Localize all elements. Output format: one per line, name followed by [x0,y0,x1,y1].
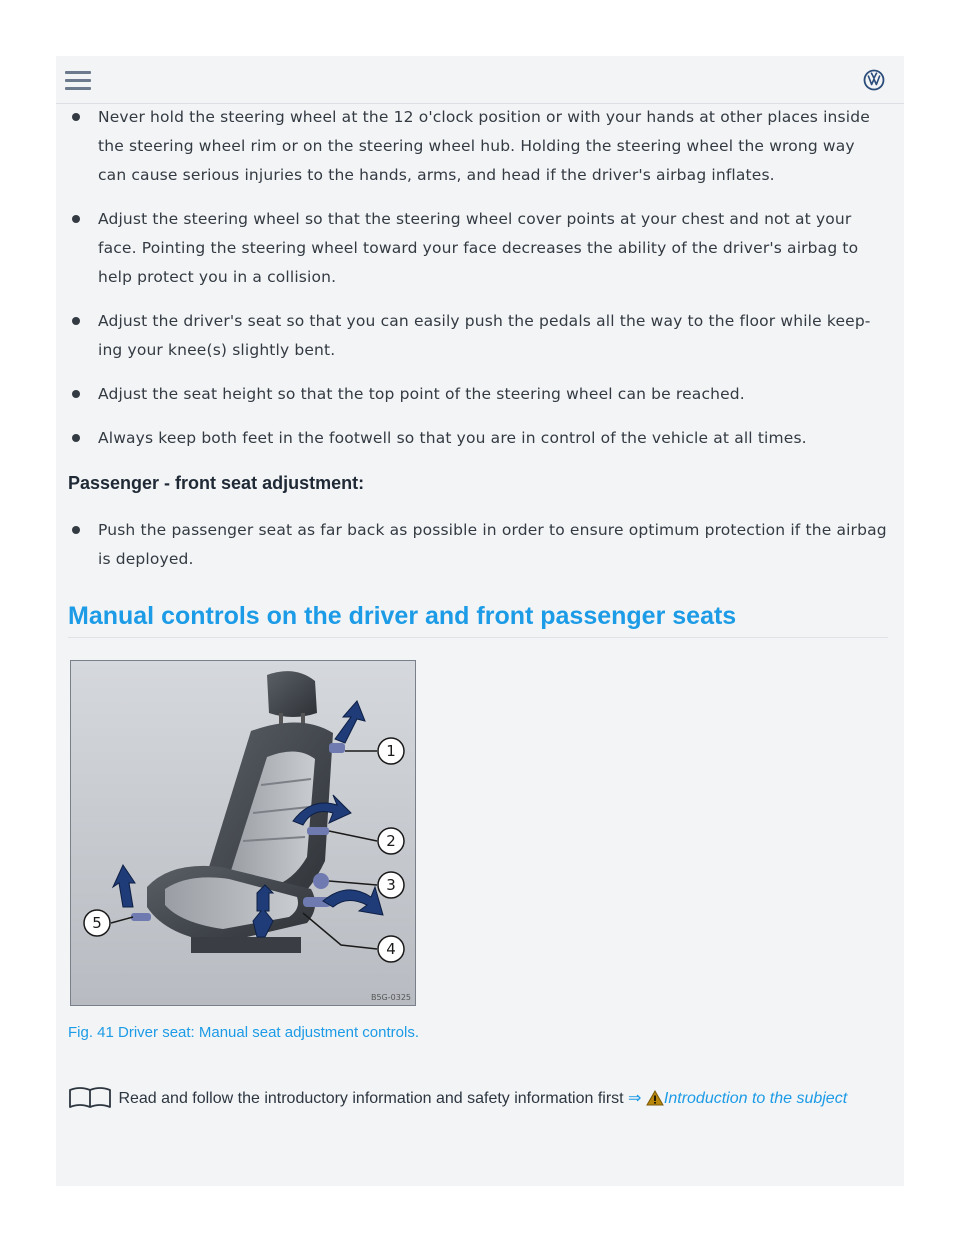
seat-figure [70,660,416,1006]
vw-logo-icon[interactable] [863,69,885,91]
passenger-heading: Passenger - front seat adjustment: [68,473,365,493]
list-item: Always keep both feet in the footwell so that you are in control of the vehicle at all times. [68,424,888,453]
intro-text: Read and follow the introductory information and safety information first [114,1090,624,1107]
seat-illustration [71,661,415,1005]
main-content [68,103,888,1113]
book-icon [68,1086,114,1108]
passenger-bullet-list [68,516,888,574]
hamburger-menu-icon[interactable] [65,71,91,91]
callout-4: 4 [386,940,396,958]
list-item: Adjust the seat height so that the top point of the steering wheel can be reached. [68,380,888,409]
list-item: Never hold the steering wheel at the 12 o'clock position or with your hands at other places inside the steering wheel rim or on the steering wheel hub. Holding the steering wheel the wrong way can cause serious injuries to the hands, arms, and head if the driver's airbag inflates. [68,103,888,190]
list-item: Adjust the driver's seat so that you can easily push the pedals all the way to the floor while keep-ing your knee(s) slightly bent. [68,307,888,365]
callout-5: 5 [92,914,102,932]
arrow-glyph: ⇒ [628,1090,642,1107]
intro-line [68,1085,888,1113]
section-title: Manual controls on the driver and front passenger seats [68,602,888,638]
driver-bullet-list [68,103,888,453]
warning-triangle-icon [646,1090,664,1106]
intro-link[interactable]: Introduction to the subject [663,1090,848,1107]
top-bar [56,56,904,104]
figure-caption: Fig. 41 Driver seat: Manual seat adjustment controls. [68,1024,419,1041]
callout-2: 2 [386,832,396,850]
list-item: Push the passenger seat as far back as possible in order to ensure optimum protection if the airbag is deployed. [68,516,888,574]
callout-3: 3 [386,876,396,894]
callout-1: 1 [386,742,396,760]
list-item: Adjust the steering wheel so that the steering wheel cover points at your chest and not at your face. Pointing the steering wheel toward your face decreases the ability of the driver's airbag to help protect you in a collision. [68,205,888,292]
figure-code: B5G-0325 [370,993,411,1002]
